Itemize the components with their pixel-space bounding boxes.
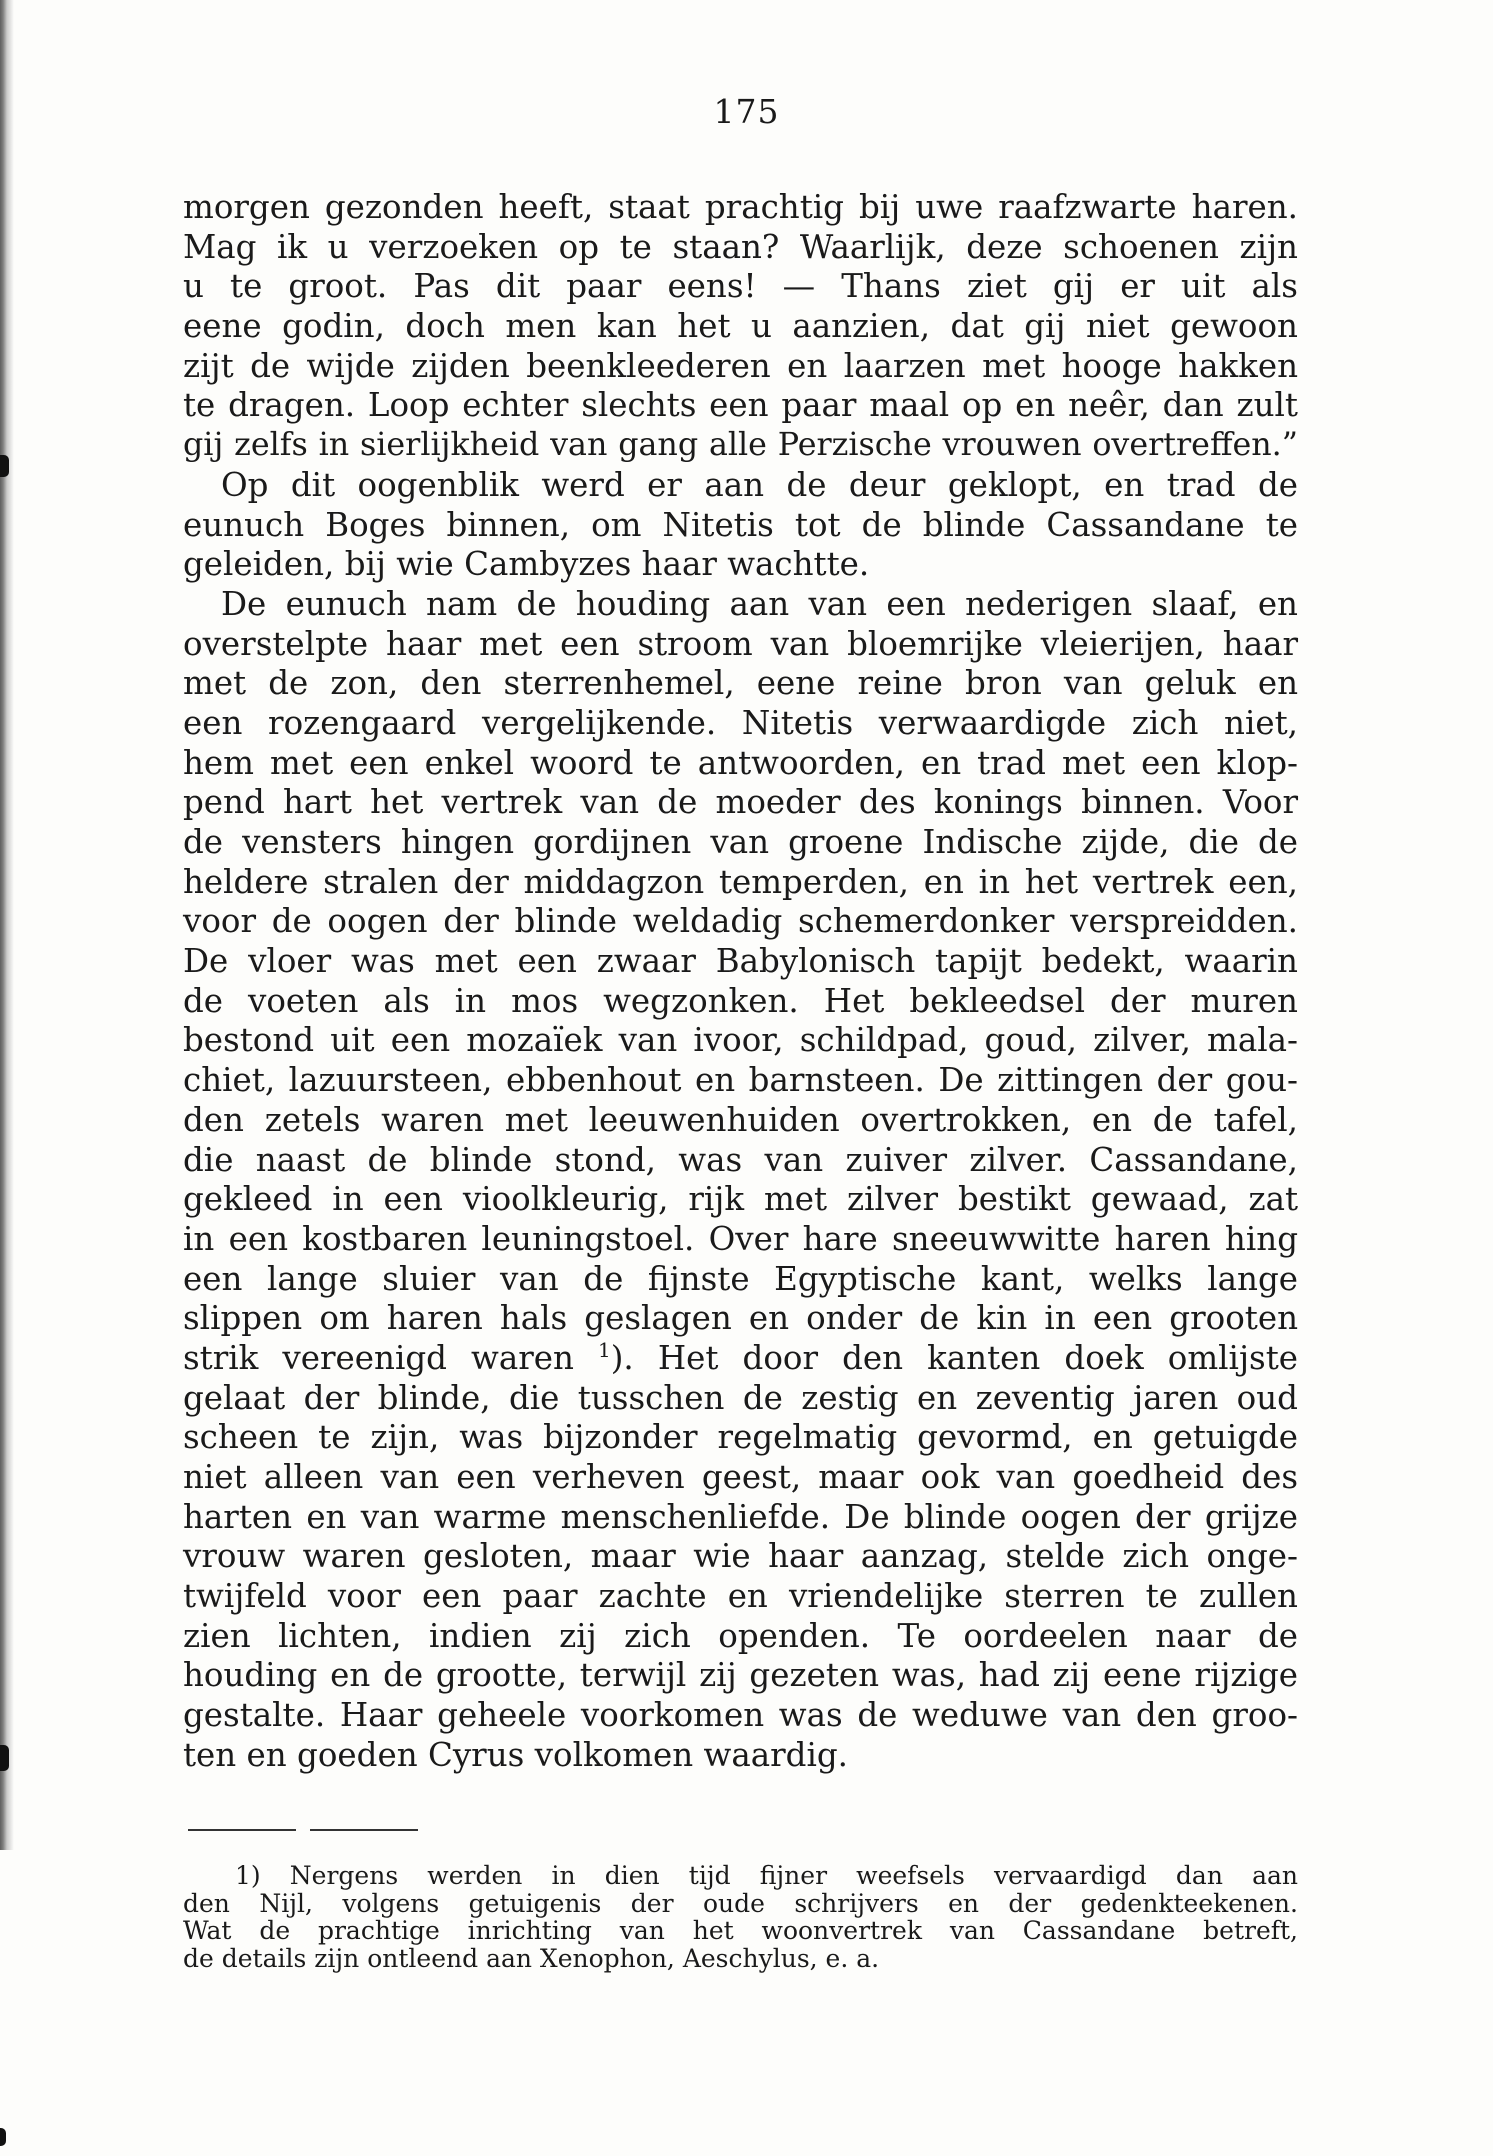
body-text: [183, 188, 1298, 1776]
text-line-with-footnote-ref: [183, 1339, 1298, 1379]
text-line: eene godin, doch men kan het u aanzien, dat gij niet gewoon: [183, 307, 1298, 346]
text-line: gelaat der blinde, die tusschen de zestig en zeventig jaren oud: [183, 1378, 1298, 1417]
edge-mark: [0, 1745, 9, 1771]
text-fragment: strik vereenigd waren: [183, 1338, 574, 1377]
footnote-separator: [310, 1829, 418, 1831]
text-line: ten en goeden Cyrus volkomen waardig.: [183, 1735, 848, 1774]
text-line: geleiden, bij wie Cambyzes haar wachtte.: [183, 545, 870, 584]
text-line: houding en de grootte, terwijl zij gezeten was, had zij eene rijzige: [183, 1656, 1298, 1695]
text-line: eunuch Boges binnen, om Nitetis tot de blinde Cassandane te: [183, 505, 1298, 544]
text-line: gij zelfs in sierlijkheid van gang alle Perzische vrouwen overtreffen.”: [183, 427, 1298, 464]
footnote-line: den Nijl, volgens getuigenis der oude schrijvers en der gedenkteekenen.: [183, 1888, 1298, 1918]
text-line: heldere stralen der middagzon temperden, en in het vertrek een,: [183, 862, 1298, 901]
text-line: u te groot. Pas dit paar eens! — Thans ziet gij er uit als: [183, 267, 1298, 306]
text-line: overstelpte haar met een stroom van bloemrijke vleierijen, haar: [183, 624, 1298, 663]
text-line: vrouw waren gesloten, maar wie haar aanzag, stelde zich onge-: [183, 1537, 1298, 1576]
edge-mark: [0, 455, 9, 477]
text-line: De vloer was met een zwaar Babylonisch tapijt bedekt, waarin: [183, 942, 1298, 981]
text-line: in een kostbaren leuningstoel. Over hare sneeuwwitte haren hing: [183, 1219, 1298, 1258]
text-line: zijt de wijde zijden beenkleederen en laarzen met hooge hakken: [183, 346, 1298, 385]
text-line: te dragen. Loop echter slechts een paar maal op en neêr, dan zult: [183, 386, 1298, 425]
text-line: met de zon, den sterrenhemel, eene reine bron van geluk en: [183, 664, 1298, 703]
footnote-reference[interactable]: 1: [598, 1338, 611, 1363]
text-line: Mag ik u verzoeken op te staan? Waarlijk, deze schoenen zijn: [183, 227, 1298, 266]
text-line: pend hart het vertrek van de moeder des konings binnen. Voor: [183, 783, 1298, 822]
text-line: chiet, lazuursteen, ebbenhout en barnsteen. De zittingen der gou-: [183, 1061, 1298, 1100]
edge-mark: [0, 2128, 6, 2146]
text-line: den zetels waren met leeuwenhuiden overtrokken, en de tafel,: [183, 1100, 1298, 1139]
text-line: gestalte. Haar geheele voorkomen was de weduwe van den groo-: [183, 1696, 1298, 1735]
text-line: die naast de blinde stond, was van zuiver zilver. Cassandane,: [183, 1140, 1298, 1179]
footnote-line: de details zijn ontleend aan Xenophon, Aeschylus, e. a.: [183, 1943, 880, 1973]
text-line: voor de oogen der blinde weldadig schemerdonker verspreidden.: [183, 902, 1298, 941]
text-line: een rozengaard vergelijkende. Nitetis verwaardigde zich niet,: [183, 703, 1298, 742]
text-line: morgen gezonden heeft, staat prachtig bij uwe raafzwarte haren.: [183, 188, 1298, 226]
text-line: scheen te zijn, was bijzonder regelmatig gevormd, en getuigde: [183, 1418, 1298, 1457]
text-line: de voeten als in mos wegzonken. Het bekleedsel der muren: [183, 981, 1298, 1020]
text-line: gekleed in een vioolkleurig, rijk met zilver bestikt gewaad, zat: [183, 1180, 1298, 1219]
text-line: niet alleen van een verheven geest, maar ook van goedheid des: [183, 1458, 1298, 1496]
text-line: zien lichten, indien zij zich openden. Te oordeelen naar de: [183, 1616, 1298, 1655]
text-line: hem met een enkel woord te antwoorden, en trad met een klop-: [183, 743, 1298, 782]
text-line: Op dit oogenblik werd er aan de deur geklopt, en trad de: [221, 465, 1298, 504]
footnote-separator: [188, 1829, 296, 1831]
scan-binding-edge: [0, 0, 14, 1850]
text-line: twijfeld voor een paar zachte en vriendelijke sterren te zullen: [183, 1577, 1298, 1616]
text-line: De eunuch nam de houding aan van een nederigen slaaf, en: [221, 584, 1298, 623]
footnotes: [183, 1862, 1298, 1972]
text-line: bestond uit een mozaïek van ivoor, schildpad, goud, zilver, mala-: [183, 1021, 1298, 1060]
text-line: slippen om haren hals geslagen en onder de kin in een grooten: [183, 1299, 1298, 1338]
text-fragment: ). Het door den kanten doek omlijste: [610, 1338, 1298, 1377]
page-number: 175: [713, 92, 780, 131]
footnote-line: 1) Nergens werden in dien tijd fijner weefsels vervaardigd dan aan: [235, 1861, 1298, 1890]
text-line: harten en van warme menschenliefde. De blinde oogen der grijze: [183, 1497, 1298, 1536]
text-line: de vensters hingen gordijnen van groene Indische zijde, die de: [183, 823, 1298, 861]
text-line: een lange sluier van de fijnste Egyptische kant, welks lange: [183, 1259, 1298, 1298]
footnote-line: Wat de prachtige inrichting van het woonvertrek van Cassandane betreft,: [183, 1916, 1298, 1945]
